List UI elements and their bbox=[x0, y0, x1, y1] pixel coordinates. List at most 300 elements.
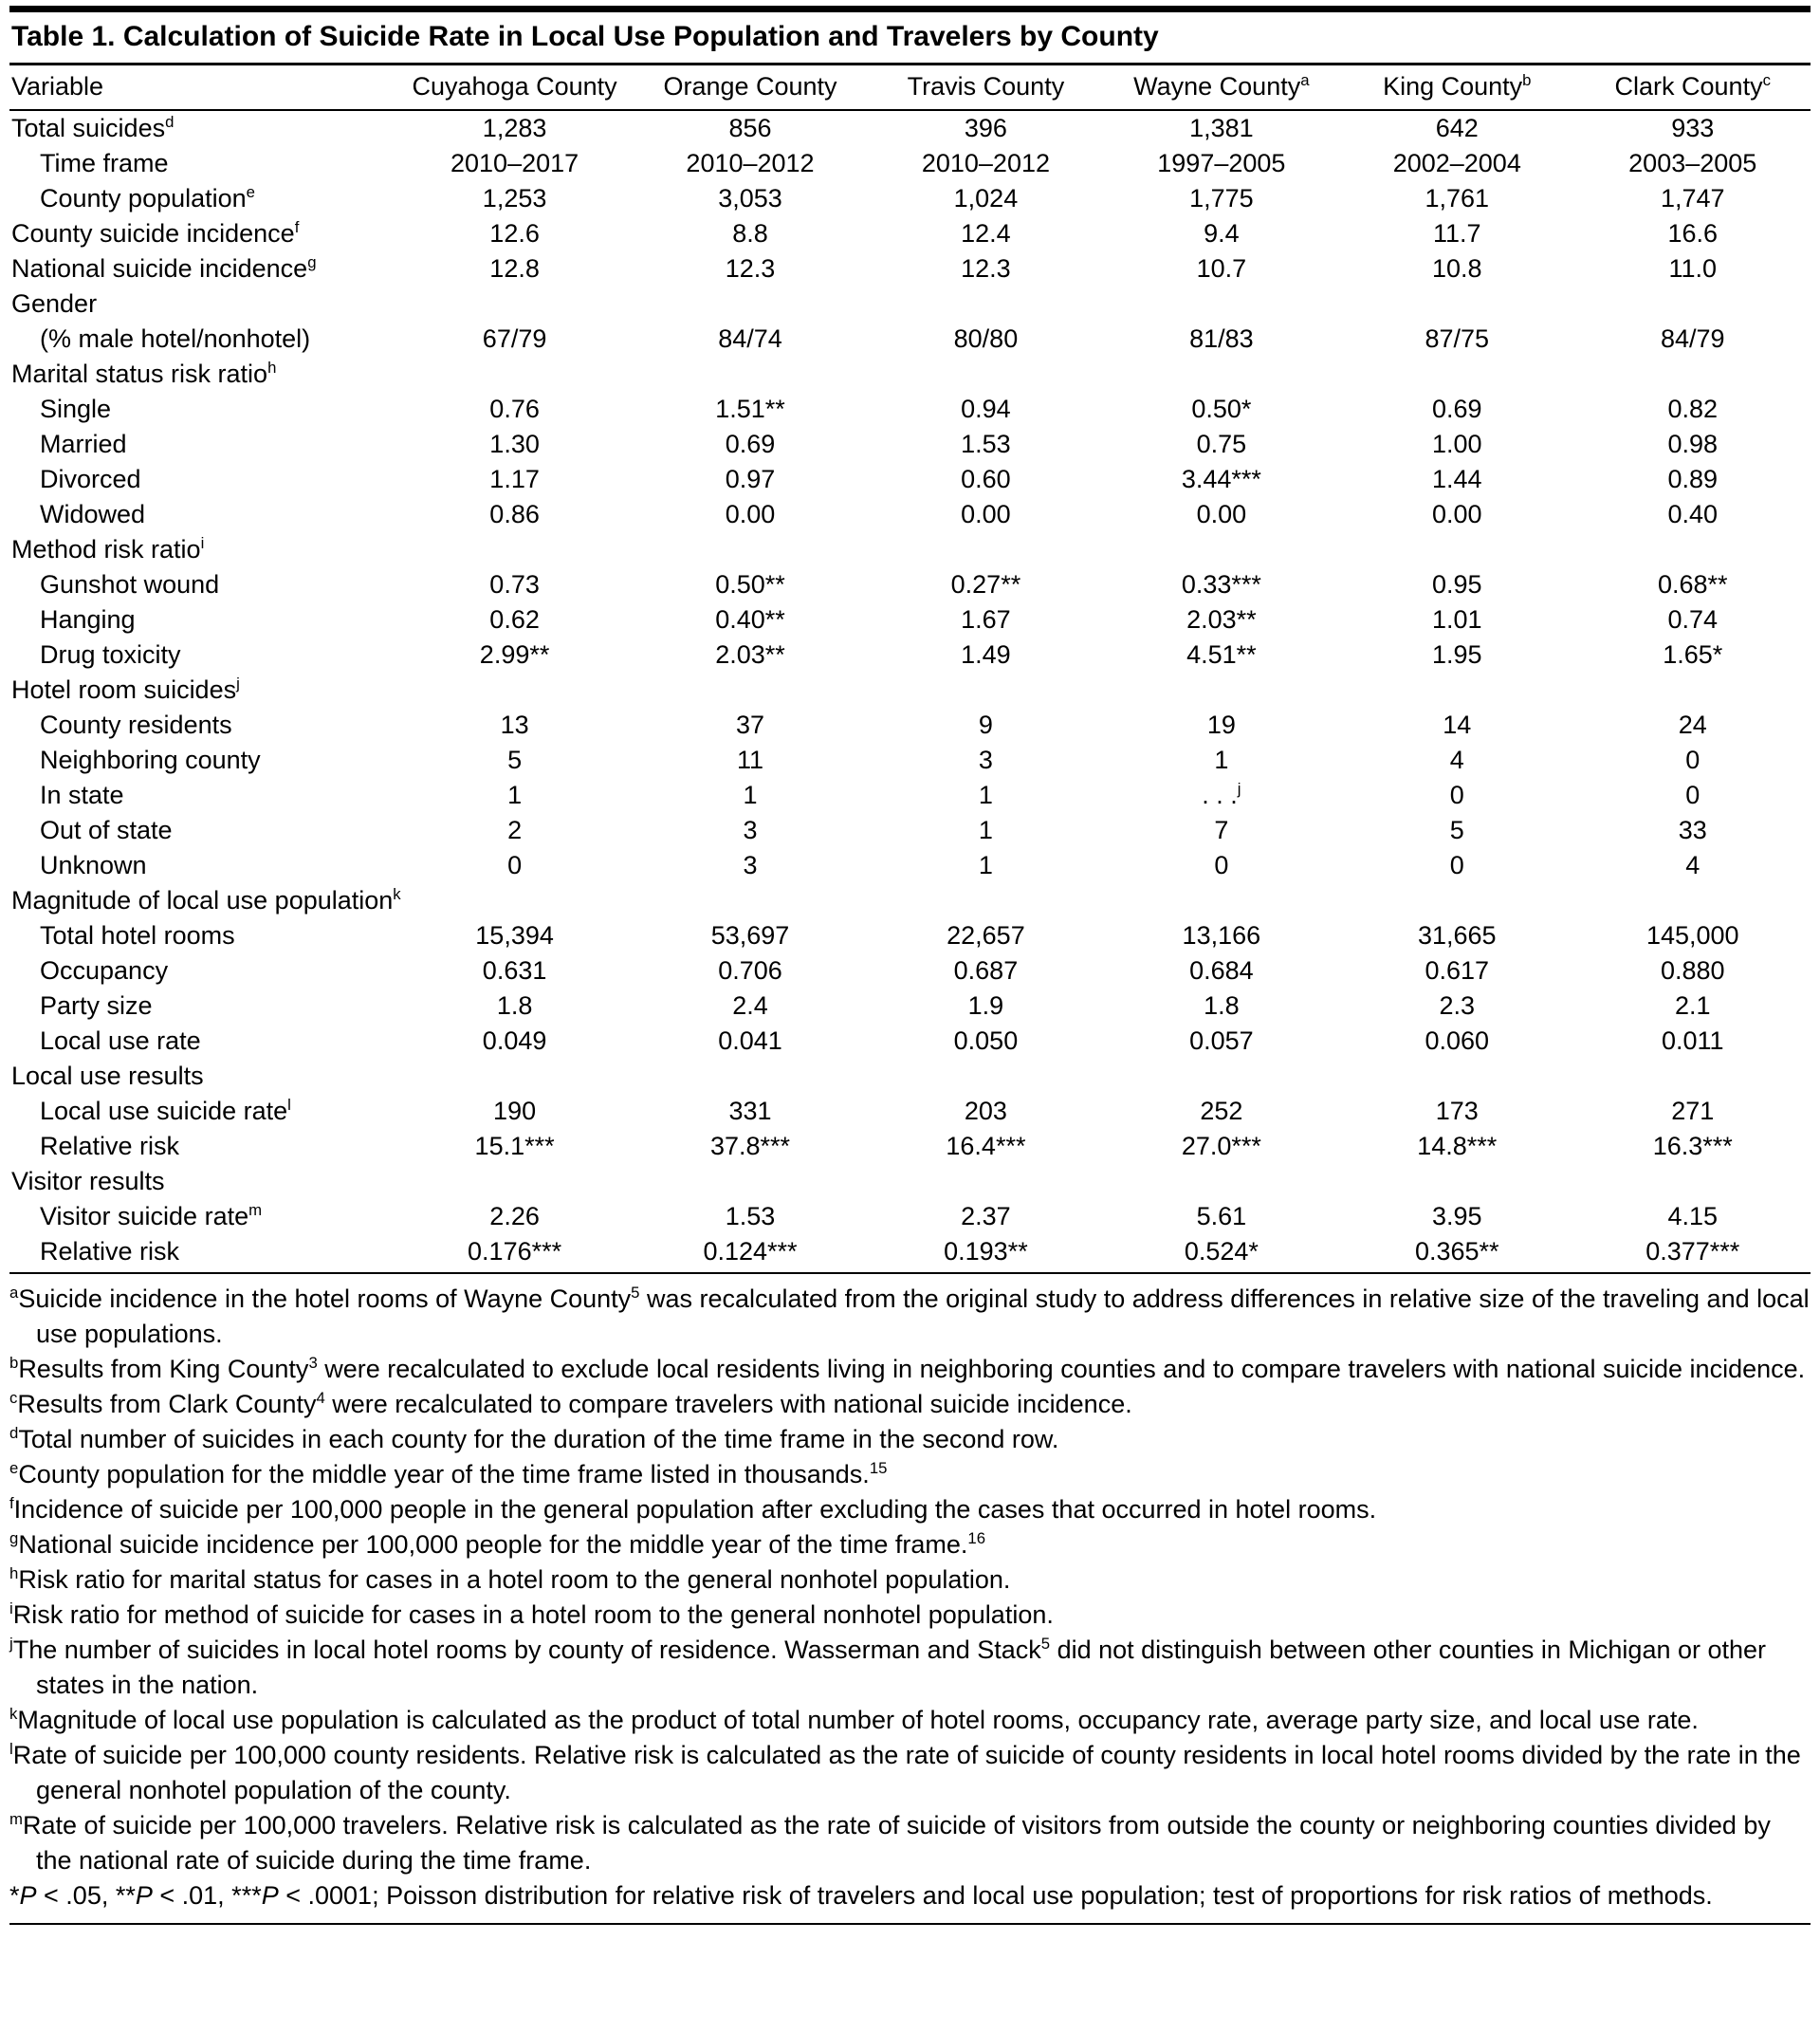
cell-value: 11.0 bbox=[1668, 253, 1718, 283]
cell-value: 1,747 bbox=[1660, 183, 1725, 213]
table-row bbox=[9, 532, 1811, 567]
cell-value: 5 bbox=[507, 745, 523, 774]
cell-value bbox=[868, 673, 1103, 708]
row-label: National suicide incidence$^g$ bbox=[11, 252, 317, 283]
table-row bbox=[9, 181, 1811, 216]
cell-value: 0.97 bbox=[725, 464, 776, 493]
footnote: $^g$National suicide incidence per 100,000 people for the middle year of the time frame.$^{16}$ bbox=[9, 1529, 986, 1560]
cell-value bbox=[396, 532, 632, 567]
table-row bbox=[9, 567, 1811, 602]
superscript-marker: a bbox=[1300, 71, 1310, 89]
cell-value: 331 bbox=[728, 1096, 772, 1125]
cell-value bbox=[1104, 357, 1339, 392]
cell-value bbox=[868, 1059, 1103, 1094]
footnote: $^j$The number of suicides in local hotel rooms by county of residence. Wasserman and Stack$^5$ did not distinguish between other counties in Michigan or other states in the nation. bbox=[9, 1635, 1767, 1700]
cell-value bbox=[1574, 1164, 1811, 1199]
cell-value: 3.95 bbox=[1431, 1201, 1482, 1230]
cell-value: 173 bbox=[1435, 1096, 1479, 1125]
row-label: Out of state bbox=[40, 815, 173, 844]
cell-value bbox=[868, 286, 1103, 322]
table-row bbox=[9, 673, 1811, 708]
cell-value bbox=[633, 286, 868, 322]
row-label: Gender bbox=[11, 288, 98, 318]
table-row bbox=[9, 427, 1811, 462]
cell-value: 2010–2017 bbox=[450, 148, 579, 177]
cell-value: 190 bbox=[493, 1096, 537, 1125]
data-table bbox=[9, 65, 1811, 1274]
cell-value: 0 bbox=[507, 850, 523, 879]
cell-value: 2.26 bbox=[489, 1201, 540, 1230]
superscript-marker: c bbox=[9, 1389, 18, 1408]
cell-value: 1 bbox=[1214, 745, 1229, 774]
superscript-marker: k bbox=[393, 884, 401, 903]
cell-value: 0.706 bbox=[718, 955, 782, 985]
table-row bbox=[9, 953, 1811, 989]
cell-value: 0.69 bbox=[1431, 394, 1482, 423]
cell-value: 0.68** bbox=[1657, 569, 1728, 599]
cell-value: 13 bbox=[500, 710, 529, 739]
row-label: Total hotel rooms bbox=[40, 920, 235, 950]
cell-value: 0.176*** bbox=[396, 1234, 632, 1274]
footnote: $^l$Rate of suicide per 100,000 county residents. Relative risk is calculated as the rate of suicide of county residents in local hotel rooms divided by the rate in the general nonhotel population of the county. bbox=[9, 1740, 1801, 1805]
row-label: Widowed bbox=[40, 499, 146, 528]
cell-value: 0.631 bbox=[482, 955, 547, 985]
cell-value bbox=[1339, 883, 1574, 918]
row-label: County population$^e$ bbox=[40, 182, 255, 213]
cell-value: 1.53 bbox=[725, 1201, 776, 1230]
row-label: Magnitude of local use population$^k$ bbox=[11, 884, 401, 915]
cell-value: 12.4 bbox=[961, 218, 1011, 248]
cell-value: 4 bbox=[1449, 745, 1464, 774]
cell-value: 27.0*** bbox=[1181, 1131, 1261, 1160]
cell-value: 1.51** bbox=[715, 394, 785, 423]
cell-value: 0.60 bbox=[961, 464, 1011, 493]
cell-value: 0.95 bbox=[1431, 569, 1482, 599]
cell-value bbox=[1574, 1059, 1811, 1094]
table-header bbox=[9, 65, 1811, 110]
cell-value: 1.53 bbox=[961, 429, 1011, 458]
cell-value: 1997–2005 bbox=[1157, 148, 1286, 177]
table-row bbox=[9, 1164, 1811, 1199]
cell-value bbox=[1574, 286, 1811, 322]
cell-value: 0.687 bbox=[953, 955, 1019, 985]
cell-value: 10.8 bbox=[1431, 253, 1482, 283]
cell-value: 1,775 bbox=[1189, 183, 1254, 213]
row-label: Marital status risk ratio$^h$ bbox=[11, 358, 277, 388]
cell-value: 0.33*** bbox=[1181, 569, 1261, 599]
column-header: Clark County$^c$ bbox=[1574, 65, 1811, 110]
column-header: Orange County bbox=[633, 65, 868, 110]
cell-value: 0.880 bbox=[1660, 955, 1725, 985]
superscript-marker: 3 bbox=[308, 1354, 318, 1373]
row-label: Gunshot wound bbox=[40, 569, 220, 599]
cell-value bbox=[1574, 883, 1811, 918]
cell-value: 1,253 bbox=[482, 183, 547, 213]
cell-value: 1.67 bbox=[961, 604, 1011, 634]
cell-value: 1,381 bbox=[1189, 114, 1254, 142]
cell-value: 0.82 bbox=[1667, 394, 1719, 423]
cell-value bbox=[1104, 673, 1339, 708]
footnote: $^k$Magnitude of local use population is calculated as the product of total number of hotel rooms, occupancy rate, average party size, and local use rate. bbox=[9, 1705, 1699, 1735]
table-row bbox=[9, 848, 1811, 883]
row-label: In state bbox=[40, 780, 124, 809]
cell-value: 0.617 bbox=[1425, 955, 1490, 985]
cell-value: 33 bbox=[1678, 815, 1707, 844]
cell-value bbox=[633, 883, 868, 918]
cell-value: 14 bbox=[1443, 710, 1472, 739]
cell-value bbox=[1339, 1164, 1574, 1199]
footnote: *P < .05, **P < .01, ***P < .0001; Poisson distribution for relative risk of travelers and local use population; test of proportions for risk ratios of methods. bbox=[9, 1881, 1713, 1911]
cell-value: 0.050 bbox=[953, 1026, 1019, 1055]
cell-value: 22,657 bbox=[947, 920, 1025, 950]
table-row bbox=[9, 1129, 1811, 1164]
cell-value: 84/74 bbox=[718, 323, 782, 353]
cell-value: 4.51** bbox=[1186, 639, 1257, 669]
cell-value bbox=[633, 1164, 868, 1199]
cell-value bbox=[1574, 532, 1811, 567]
cell-value: 2002–2004 bbox=[1392, 148, 1521, 177]
table-row bbox=[9, 638, 1811, 673]
row-label: Relative risk bbox=[40, 1131, 180, 1160]
cell-value bbox=[396, 883, 632, 918]
cell-value: 1 bbox=[978, 850, 993, 879]
footnote: $^m$Rate of suicide per 100,000 travelers. Relative risk is calculated as the rate of suicide of visitors from outside the county or neighboring counties divided by the national rate of suicide during the time frame. bbox=[9, 1810, 1771, 1876]
cell-value bbox=[1104, 286, 1339, 322]
table-row bbox=[9, 813, 1811, 848]
row-label: Hotel room suicides$^j$ bbox=[11, 674, 240, 704]
cell-value: 1.9 bbox=[967, 990, 1004, 1020]
row-label: Hanging bbox=[40, 604, 136, 634]
cell-value bbox=[396, 1164, 632, 1199]
cell-value: 0.011 bbox=[1661, 1026, 1724, 1055]
row-label: Relative risk bbox=[9, 1234, 396, 1274]
cell-value bbox=[1339, 357, 1574, 392]
cell-value: 642 bbox=[1435, 114, 1479, 142]
cell-value: 1,024 bbox=[953, 183, 1019, 213]
table-row bbox=[9, 1234, 1811, 1274]
row-label: Time frame bbox=[40, 148, 169, 177]
row-label: County residents bbox=[40, 710, 232, 739]
cell-value: 2.99** bbox=[479, 639, 550, 669]
cell-value: 0.27** bbox=[950, 569, 1021, 599]
superscript-marker: j bbox=[236, 674, 240, 693]
row-label: County suicide incidence$^f$ bbox=[11, 217, 300, 248]
superscript-marker: k bbox=[9, 1705, 18, 1724]
cell-value: 24 bbox=[1678, 710, 1707, 739]
cell-value: 1,761 bbox=[1425, 183, 1490, 213]
cell-value bbox=[633, 532, 868, 567]
cell-value: 0.041 bbox=[718, 1026, 782, 1055]
cell-value: 0 bbox=[1214, 850, 1229, 879]
cell-value: 12.6 bbox=[489, 218, 540, 248]
cell-value: 933 bbox=[1671, 114, 1715, 142]
cell-value: 145,000 bbox=[1645, 920, 1739, 950]
table-row bbox=[9, 918, 1811, 953]
superscript-marker: b bbox=[1522, 71, 1532, 89]
cell-value: 5.61 bbox=[1196, 1201, 1247, 1230]
cell-value: 0.524* bbox=[1104, 1234, 1339, 1274]
table-row bbox=[9, 1024, 1811, 1059]
row-label: Occupancy bbox=[40, 955, 169, 985]
paper-table-page bbox=[9, 6, 1811, 1925]
superscript-marker: l bbox=[287, 1095, 291, 1114]
superscript-marker: 16 bbox=[967, 1529, 986, 1548]
table-row bbox=[9, 322, 1811, 357]
table-row bbox=[9, 286, 1811, 322]
table-row bbox=[9, 989, 1811, 1024]
header-row bbox=[9, 65, 1811, 110]
cell-value: 1 bbox=[978, 815, 993, 844]
superscript-marker: i bbox=[200, 533, 205, 552]
superscript-marker: m bbox=[9, 1810, 23, 1829]
cell-value: 2010–2012 bbox=[921, 148, 1050, 177]
table-body bbox=[9, 110, 1811, 1273]
cell-value: 2 bbox=[507, 815, 523, 844]
cell-value: 2.4 bbox=[732, 990, 768, 1020]
row-label: Total suicides$^d$ bbox=[11, 113, 175, 142]
superscript-marker: i bbox=[9, 1599, 13, 1618]
cell-value: 0.00 bbox=[1196, 499, 1247, 528]
cell-value bbox=[868, 1164, 1103, 1199]
cell-value: 252 bbox=[1200, 1096, 1243, 1125]
cell-value: 2003–2005 bbox=[1628, 148, 1757, 177]
cell-value bbox=[1574, 673, 1811, 708]
cell-value: 3 bbox=[743, 815, 758, 844]
cell-value: 4 bbox=[1685, 850, 1701, 879]
cell-value: 1 bbox=[978, 780, 993, 809]
superscript-marker: f bbox=[294, 217, 300, 236]
cell-value bbox=[396, 357, 632, 392]
row-label: Unknown bbox=[40, 850, 147, 879]
cell-value: 0.40 bbox=[1667, 499, 1719, 528]
table-row bbox=[9, 1094, 1811, 1129]
cell-value: 0.377*** bbox=[1574, 1234, 1811, 1274]
cell-value: 19 bbox=[1206, 710, 1236, 739]
cell-value: 271 bbox=[1671, 1096, 1715, 1125]
cell-value: 9 bbox=[978, 710, 993, 739]
cell-value: 0.89 bbox=[1667, 464, 1719, 493]
cell-value bbox=[1339, 1059, 1574, 1094]
cell-value: 1.8 bbox=[496, 990, 533, 1020]
top-rule bbox=[9, 6, 1811, 12]
column-header: Travis County bbox=[868, 65, 1103, 110]
cell-value: 37.8*** bbox=[709, 1131, 791, 1160]
row-label: Single bbox=[40, 394, 112, 423]
cell-value: 0.50** bbox=[715, 569, 785, 599]
row-label: Local use suicide rate$^l$ bbox=[40, 1095, 291, 1125]
table-row bbox=[9, 1199, 1811, 1234]
cell-value: 16.6 bbox=[1667, 218, 1719, 248]
cell-value: 0.00 bbox=[725, 499, 776, 528]
cell-value: 0.057 bbox=[1189, 1026, 1254, 1055]
cell-value: 0.69 bbox=[725, 429, 776, 458]
footnote: $^e$County population for the middle year of the time frame listed in thousands.$^{15}$ bbox=[9, 1459, 888, 1489]
cell-value: 1 bbox=[743, 780, 758, 809]
cell-value bbox=[1339, 286, 1574, 322]
cell-value: 87/75 bbox=[1425, 323, 1490, 353]
cell-value: 2010–2012 bbox=[686, 148, 815, 177]
cell-value: 84/79 bbox=[1660, 323, 1725, 353]
row-label: Drug toxicity bbox=[40, 639, 181, 669]
table-row bbox=[9, 146, 1811, 181]
cell-value: 0.75 bbox=[1196, 429, 1247, 458]
table-row bbox=[9, 462, 1811, 497]
cell-value: 0.124*** bbox=[633, 1234, 868, 1274]
table-row bbox=[9, 1059, 1811, 1094]
cell-value bbox=[1104, 532, 1339, 567]
cell-value: 3 bbox=[743, 850, 758, 879]
superscript-marker: e bbox=[246, 182, 255, 201]
footnote: $^i$Risk ratio for method of suicide for cases in a hotel room to the general nonhotel population. bbox=[9, 1599, 1054, 1630]
cell-value bbox=[868, 357, 1103, 392]
cell-value: 203 bbox=[964, 1096, 1007, 1125]
cell-value: 1,283 bbox=[482, 114, 547, 142]
footnote: $^f$Incidence of suicide per 100,000 people in the general population after excluding the cases that occurred in hotel rooms. bbox=[9, 1494, 1377, 1525]
row-label: Neighboring county bbox=[40, 745, 261, 774]
column-header: Cuyahoga County bbox=[396, 65, 632, 110]
table-row bbox=[9, 883, 1811, 918]
table-row bbox=[9, 743, 1811, 778]
bottom-rule bbox=[9, 1923, 1811, 1925]
cell-value bbox=[633, 357, 868, 392]
cell-value: 14.8*** bbox=[1417, 1131, 1498, 1160]
row-label: Divorced bbox=[40, 464, 141, 493]
cell-value: 16.4*** bbox=[946, 1131, 1026, 1160]
cell-value: 2.1 bbox=[1674, 990, 1711, 1020]
cell-value: 12.3 bbox=[961, 253, 1011, 283]
superscript-marker: g bbox=[9, 1529, 19, 1548]
cell-value: 53,697 bbox=[710, 920, 790, 950]
cell-value bbox=[1339, 673, 1574, 708]
cell-value: 1.95 bbox=[1431, 639, 1482, 669]
column-header: King County$^b$ bbox=[1339, 65, 1574, 110]
cell-value: 31,665 bbox=[1417, 920, 1497, 950]
cell-value bbox=[1574, 357, 1811, 392]
table-row bbox=[9, 602, 1811, 638]
cell-value: 12.3 bbox=[725, 253, 776, 283]
cell-value: 0 bbox=[1449, 780, 1464, 809]
cell-value: 0.684 bbox=[1189, 955, 1254, 985]
superscript-marker: c bbox=[1762, 71, 1771, 89]
cell-value bbox=[1339, 532, 1574, 567]
footnotes-section bbox=[9, 1274, 1811, 1913]
cell-value: 0.76 bbox=[489, 394, 540, 423]
superscript-marker: 5 bbox=[1040, 1635, 1051, 1654]
row-label: Party size bbox=[40, 990, 153, 1020]
row-label: Married bbox=[40, 429, 127, 458]
cell-value: 5 bbox=[1449, 815, 1464, 844]
column-header: Wayne County$^a$ bbox=[1104, 65, 1339, 110]
cell-value bbox=[868, 883, 1103, 918]
cell-value: 3.44*** bbox=[1181, 464, 1261, 493]
cell-value: 0.060 bbox=[1425, 1026, 1490, 1055]
cell-value bbox=[1104, 883, 1339, 918]
cell-value bbox=[396, 286, 632, 322]
superscript-marker: j bbox=[1237, 779, 1241, 798]
cell-value: 3 bbox=[978, 745, 993, 774]
cell-value bbox=[396, 673, 632, 708]
cell-value: 15.1*** bbox=[474, 1131, 555, 1160]
cell-value: 80/80 bbox=[953, 323, 1019, 353]
cell-value: 8.8 bbox=[732, 218, 768, 248]
superscript-marker: l bbox=[9, 1740, 13, 1759]
cell-value: 0.00 bbox=[1431, 499, 1482, 528]
cell-value: 0.50* bbox=[1191, 394, 1252, 423]
cell-value: 0.365** bbox=[1339, 1234, 1574, 1274]
cell-value: 0.86 bbox=[489, 499, 540, 528]
cell-value: 0.049 bbox=[482, 1026, 547, 1055]
cell-value bbox=[868, 532, 1103, 567]
table-row bbox=[9, 708, 1811, 743]
row-label: Visitor suicide rate$^m$ bbox=[40, 1200, 263, 1230]
table-row bbox=[9, 357, 1811, 392]
superscript-marker: a bbox=[9, 1284, 19, 1303]
cell-value: 0.62 bbox=[489, 604, 540, 634]
cell-value: 2.37 bbox=[961, 1201, 1011, 1230]
cell-value bbox=[633, 673, 868, 708]
cell-value: 0.40** bbox=[715, 604, 785, 634]
superscript-marker: d bbox=[9, 1424, 19, 1443]
cell-value: 2.03** bbox=[715, 639, 785, 669]
cell-value: 10.7 bbox=[1196, 253, 1247, 283]
footnote: $^d$Total number of suicides in each county for the duration of the time frame in the second row. bbox=[9, 1424, 1059, 1454]
cell-value: 1.01 bbox=[1431, 604, 1482, 634]
table-row bbox=[9, 216, 1811, 251]
cell-value: 11 bbox=[736, 745, 764, 774]
cell-value: 0.73 bbox=[489, 569, 540, 599]
cell-value: 4.15 bbox=[1667, 1201, 1719, 1230]
cell-value: 396 bbox=[964, 114, 1007, 142]
cell-value: 1.17 bbox=[489, 464, 540, 493]
footnote: $^b$Results from King County$^3$ were recalculated to exclude local residents living in neighboring counties and to compare travelers with national suicide incidence. bbox=[9, 1354, 1806, 1384]
superscript-marker: e bbox=[9, 1459, 19, 1478]
superscript-marker: b bbox=[9, 1354, 19, 1373]
cell-value: 81/83 bbox=[1189, 323, 1254, 353]
superscript-marker: j bbox=[9, 1635, 13, 1654]
table-title: Table 1. Calculation of Suicide Rate in Local Use Population and Travelers by County bbox=[11, 21, 1159, 52]
table-row bbox=[9, 497, 1811, 532]
cell-value: 0.00 bbox=[961, 499, 1011, 528]
cell-value: 1.30 bbox=[489, 429, 540, 458]
table-row bbox=[9, 110, 1811, 146]
cell-value: 0 bbox=[1449, 850, 1464, 879]
row-label: Method risk ratio$^i$ bbox=[11, 533, 205, 564]
superscript-marker: 4 bbox=[316, 1389, 325, 1408]
row-label: Local use rate bbox=[40, 1026, 201, 1055]
cell-value: 1.49 bbox=[961, 639, 1011, 669]
cell-value: 12.8 bbox=[489, 253, 540, 283]
cell-value bbox=[633, 1059, 868, 1094]
superscript-marker: d bbox=[165, 113, 175, 131]
cell-value: 0.193** bbox=[868, 1234, 1103, 1274]
cell-value: 0 bbox=[1685, 745, 1701, 774]
cell-value: 7 bbox=[1214, 815, 1229, 844]
cell-value: 0.74 bbox=[1667, 604, 1719, 634]
column-header-variable: Variable bbox=[9, 65, 396, 110]
superscript-marker: g bbox=[307, 252, 317, 271]
cell-value: 11.7 bbox=[1433, 218, 1481, 248]
cell-value: 1.65* bbox=[1663, 639, 1723, 669]
superscript-marker: h bbox=[267, 358, 277, 377]
superscript-marker: m bbox=[248, 1200, 263, 1219]
cell-value: 0.98 bbox=[1667, 429, 1719, 458]
table-row bbox=[9, 778, 1811, 813]
cell-value: . . .$^j$ bbox=[1202, 779, 1241, 809]
cell-value: 1.8 bbox=[1204, 990, 1240, 1020]
cell-value: 37 bbox=[735, 710, 765, 739]
superscript-marker: 5 bbox=[631, 1284, 640, 1303]
footnote: $^c$Results from Clark County$^4$ were recalculated to compare travelers with national suicide incidence. bbox=[9, 1389, 1132, 1419]
